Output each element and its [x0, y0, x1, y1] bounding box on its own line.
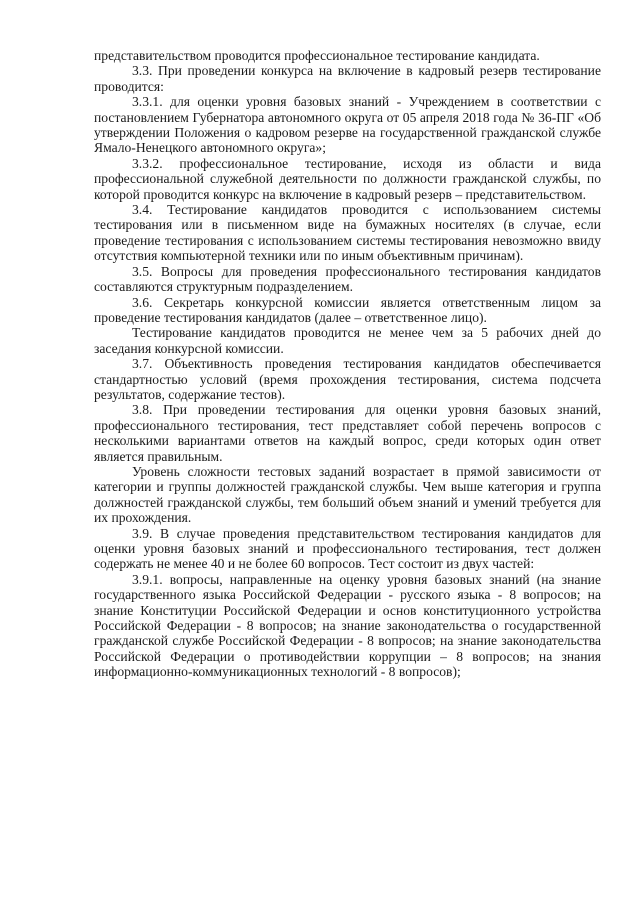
paragraph-3-3-2: 3.3.2. профессиональное тестирование, исходя из области и вида профессиональной служебной деятельности по должности гражданской службы, по которой проводится конкурс на включение в кадровый резерв – представительством. — [94, 155, 601, 202]
paragraph-3-9: 3.9. В случае проведения представительством тестирования кандидатов для оценки уровня базовых знаний и профессионального тестирования, тест должен содержать не менее 40 и не более 60 вопросов. Тест состоит из двух частей: — [94, 525, 601, 572]
paragraph-3-9-1: 3.9.1. вопросы, направленные на оценку уровня базовых знаний (на знание государственного языка Российской Федерации - русского языка - 8 вопросов; на знание Конституции Российской Федерации и основ конституционного устройства Российской Федерации - 8 вопросов; на знание законодательства о государственной гражданской службе Российской Федерации - 8 вопросов; на знание законодательства Российской Федерации о противодействии коррупции – 8 вопросов; на знания информационно-коммуникационных технологий - 8 вопросов); — [94, 571, 601, 680]
paragraph-3-3: 3.3. При проведении конкурса на включение в кадровый резерв тестирование проводится: — [94, 63, 601, 94]
paragraph-3-5: 3.5. Вопросы для проведения профессионального тестирования кандидатов составляются структурным подразделением. — [94, 263, 601, 295]
paragraph-3-4: 3.4. Тестирование кандидатов проводится с использованием системы тестирования или в письменном виде на бумажных носителях (в случае, если проведение тестирования с использованием системы тестирования невозможно ввиду отсутствия компьютерной техники или по иным объективным причинам). — [94, 202, 601, 264]
paragraph-3-8: 3.8. При проведении тестирования для оценки уровня базовых знаний, профессионального тестирования, тест представляет собой перечень вопросов с несколькими вариантами ответов на каждый вопрос, среди которых один ответ является правильным. — [94, 402, 601, 464]
paragraph-3-7: 3.7. Объективность проведения тестирования кандидатов обеспечивается стандартностью условий (время прохождения тестирования, система подсчета результатов, содержание тестов). — [94, 356, 601, 402]
paragraph-3-8-difficulty: Уровень сложности тестовых заданий возрастает в прямой зависимости от категории и группы должностей гражданской службы. Чем выше категория и группа должностей гражданской службы, тем больший объем знаний и умений требуется для их прохождения. — [94, 463, 601, 526]
paragraph-3-6-timing: Тестирование кандидатов проводится не менее чем за 5 рабочих дней до заседания конкурсной комиссии. — [94, 325, 601, 356]
paragraph-3-3-1: 3.3.1. для оценки уровня базовых знаний - Учреждением в соответствии с постановлением Губернатора автономного округа от 05 апреля 2018 года № 36-ПГ «Об утверждении Положения о кадровом резерве на государственной гражданской службе Ямало-Ненецкого автономного округа»; — [94, 94, 601, 156]
document-page — [94, 48, 601, 680]
paragraph-3-6: 3.6. Секретарь конкурсной комиссии является ответственным лицом за проведение тестирования кандидатов (далее – ответственное лицо). — [94, 294, 601, 325]
paragraph-continuation: представительством проводится профессиональное тестирование кандидата. — [94, 48, 540, 63]
